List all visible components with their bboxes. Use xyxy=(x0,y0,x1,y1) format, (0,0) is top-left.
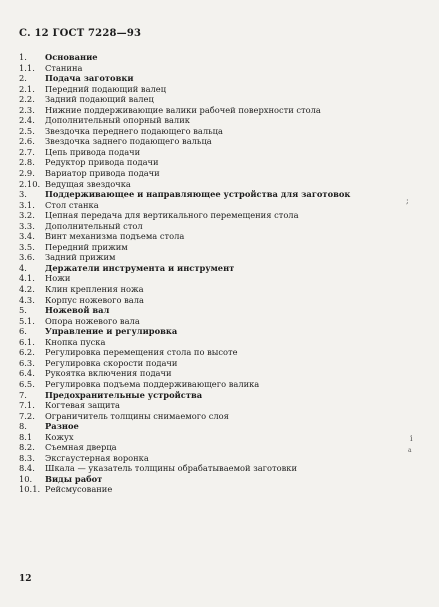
term-row xyxy=(19,347,419,358)
term-text: Регулировка подъема поддерживающего валика xyxy=(45,378,260,389)
section-heading-row xyxy=(19,421,419,432)
term-number: 8.1 xyxy=(19,431,33,442)
term-row xyxy=(19,284,419,295)
term-number: 8.2. xyxy=(19,442,35,453)
term-number: 7.1. xyxy=(19,400,35,411)
term-text: Регулировка перемещения стола по высоте xyxy=(45,347,238,358)
term-text: Кнопка пуска xyxy=(45,336,106,347)
section-heading: Предохранительные устройства xyxy=(45,389,203,400)
term-row xyxy=(19,252,419,263)
term-text: Дополнительный опорный валик xyxy=(45,115,190,126)
term-list xyxy=(19,52,419,495)
section-heading-row xyxy=(19,263,419,274)
term-number: 7.2. xyxy=(19,410,35,421)
section-heading: Виды работ xyxy=(45,473,103,484)
term-text: Рукоятка включения подачи xyxy=(45,368,172,379)
section-heading: Разное xyxy=(45,421,79,432)
page-number: 12 xyxy=(19,574,32,584)
term-number: 6.4. xyxy=(19,368,35,379)
term-text: Регулировка скорости подачи xyxy=(45,357,178,368)
term-number: 2.1. xyxy=(19,83,35,94)
term-number: 10.1. xyxy=(19,484,41,495)
term-number: 2.6. xyxy=(19,136,35,147)
term-text: Съемная дверца xyxy=(45,442,117,453)
term-text: Рейсмусование xyxy=(45,484,113,495)
section-heading-row xyxy=(19,326,419,337)
term-row xyxy=(19,368,419,379)
term-text: Редуктор привода подачи xyxy=(45,157,159,168)
term-text: Цепь привода подачи xyxy=(45,146,141,157)
term-number: 2. xyxy=(19,73,27,84)
section-heading-row xyxy=(19,305,419,316)
term-text: Звездочка заднего подающего вальца xyxy=(45,136,212,147)
term-number: 3.5. xyxy=(19,241,35,252)
section-heading-row xyxy=(19,390,419,401)
term-number: 4.1. xyxy=(19,273,35,284)
term-text: Корпус ножевого вала xyxy=(45,294,144,305)
side-mark: i xyxy=(410,434,413,443)
term-text: Цепная передача для вертикального перемещения стола xyxy=(45,210,299,221)
term-row xyxy=(19,147,419,158)
term-row xyxy=(19,200,419,211)
section-heading-row xyxy=(19,73,419,84)
term-number: 2.7. xyxy=(19,146,35,157)
term-text: Передний подающий валец xyxy=(45,83,167,94)
term-number: 4.2. xyxy=(19,284,35,295)
term-text: Кожух xyxy=(45,431,74,442)
term-row xyxy=(19,273,419,284)
page-header: С. 12 ГОСТ 7228—93 xyxy=(19,28,142,39)
section-heading: Ножевой вал xyxy=(45,305,110,316)
term-row xyxy=(19,179,419,190)
section-heading-row xyxy=(19,189,419,200)
term-number: 2.5. xyxy=(19,125,35,136)
term-text: Нижние поддерживающие валики рабочей поверхности стола xyxy=(45,104,321,115)
term-text: Ножи xyxy=(45,273,71,284)
term-number: 3. xyxy=(19,189,27,200)
term-number: 5.1. xyxy=(19,315,35,326)
section-heading: Поддерживающее и направляющее устройства для заготовок xyxy=(45,189,351,200)
section-heading: Держатели инструмента и инструмент xyxy=(45,262,235,273)
side-mark: a xyxy=(408,447,412,454)
term-text: Эксгаустерная воронка xyxy=(45,452,149,463)
term-number: 8. xyxy=(19,421,27,432)
term-row xyxy=(19,231,419,242)
term-row xyxy=(19,210,419,221)
term-row xyxy=(19,453,419,464)
term-row xyxy=(19,400,419,411)
term-number: 5. xyxy=(19,305,27,316)
term-number: 2.8. xyxy=(19,157,35,168)
term-number: 2.2. xyxy=(19,94,35,105)
term-row xyxy=(19,63,419,74)
term-number: 8.4. xyxy=(19,463,35,474)
term-row xyxy=(19,115,419,126)
term-number: 6.3. xyxy=(19,357,35,368)
term-row xyxy=(19,221,419,232)
term-row xyxy=(19,358,419,369)
term-text: Ведущая звездочка xyxy=(45,178,131,189)
term-text: Звездочка переднего подающего вальца xyxy=(45,125,223,136)
side-mark: ; xyxy=(406,196,409,205)
term-number: 2.3. xyxy=(19,104,35,115)
term-number: 6.5. xyxy=(19,378,35,389)
section-heading: Управление и регулировка xyxy=(45,326,178,337)
term-text: Задний подающий валец xyxy=(45,94,154,105)
term-text: Ограничитель толщины снимаемого слоя xyxy=(45,410,229,421)
term-text: Задний прижим xyxy=(45,252,116,263)
term-number: 1. xyxy=(19,52,27,62)
section-heading: Основание xyxy=(45,52,98,62)
term-number: 6.1. xyxy=(19,336,35,347)
term-text: Шкала — указатель толщины обрабатываемой заготовки xyxy=(45,463,297,474)
term-row xyxy=(19,105,419,116)
term-row xyxy=(19,316,419,327)
term-row xyxy=(19,168,419,179)
section-heading: Подача заготовки xyxy=(45,73,134,84)
term-row xyxy=(19,379,419,390)
term-text: Винт механизма подъема стола xyxy=(45,231,185,242)
term-text: Вариатор привода подачи xyxy=(45,168,160,179)
term-row xyxy=(19,337,419,348)
term-text: Станина xyxy=(45,62,83,73)
term-number: 8.3. xyxy=(19,452,35,463)
term-number: 3.1. xyxy=(19,199,35,210)
term-text: Стол станка xyxy=(45,199,99,210)
term-number: 2.4. xyxy=(19,115,35,126)
term-row xyxy=(19,84,419,95)
term-number: 6. xyxy=(19,326,27,337)
term-text: Когтевая защита xyxy=(45,400,121,411)
section-heading-row xyxy=(19,474,419,485)
term-number: 10. xyxy=(19,473,33,484)
term-row xyxy=(19,442,419,453)
term-row xyxy=(19,463,419,474)
term-number: 3.4. xyxy=(19,231,35,242)
term-text: Клин крепления ножа xyxy=(45,284,144,295)
term-row xyxy=(19,157,419,168)
term-number: 3.6. xyxy=(19,252,35,263)
term-text: Опора ножевого вала xyxy=(45,315,140,326)
term-text: Дополнительный стол xyxy=(45,220,143,231)
term-number: 1.1. xyxy=(19,62,35,73)
term-number: 4.3. xyxy=(19,294,35,305)
term-row xyxy=(19,484,419,495)
section-heading-row xyxy=(19,52,419,63)
term-row xyxy=(19,94,419,105)
term-row xyxy=(19,136,419,147)
term-number: 2.9. xyxy=(19,168,35,179)
term-row xyxy=(19,411,419,422)
term-row xyxy=(19,126,419,137)
term-row xyxy=(19,432,419,443)
term-number: 6.2. xyxy=(19,347,35,358)
term-row xyxy=(19,242,419,253)
term-number: 3.3. xyxy=(19,220,35,231)
term-number: 7. xyxy=(19,389,27,400)
term-number: 2.10. xyxy=(19,178,41,189)
term-row xyxy=(19,295,419,306)
term-number: 4. xyxy=(19,262,27,273)
term-number: 3.2. xyxy=(19,210,35,221)
term-text: Передний прижим xyxy=(45,241,128,252)
